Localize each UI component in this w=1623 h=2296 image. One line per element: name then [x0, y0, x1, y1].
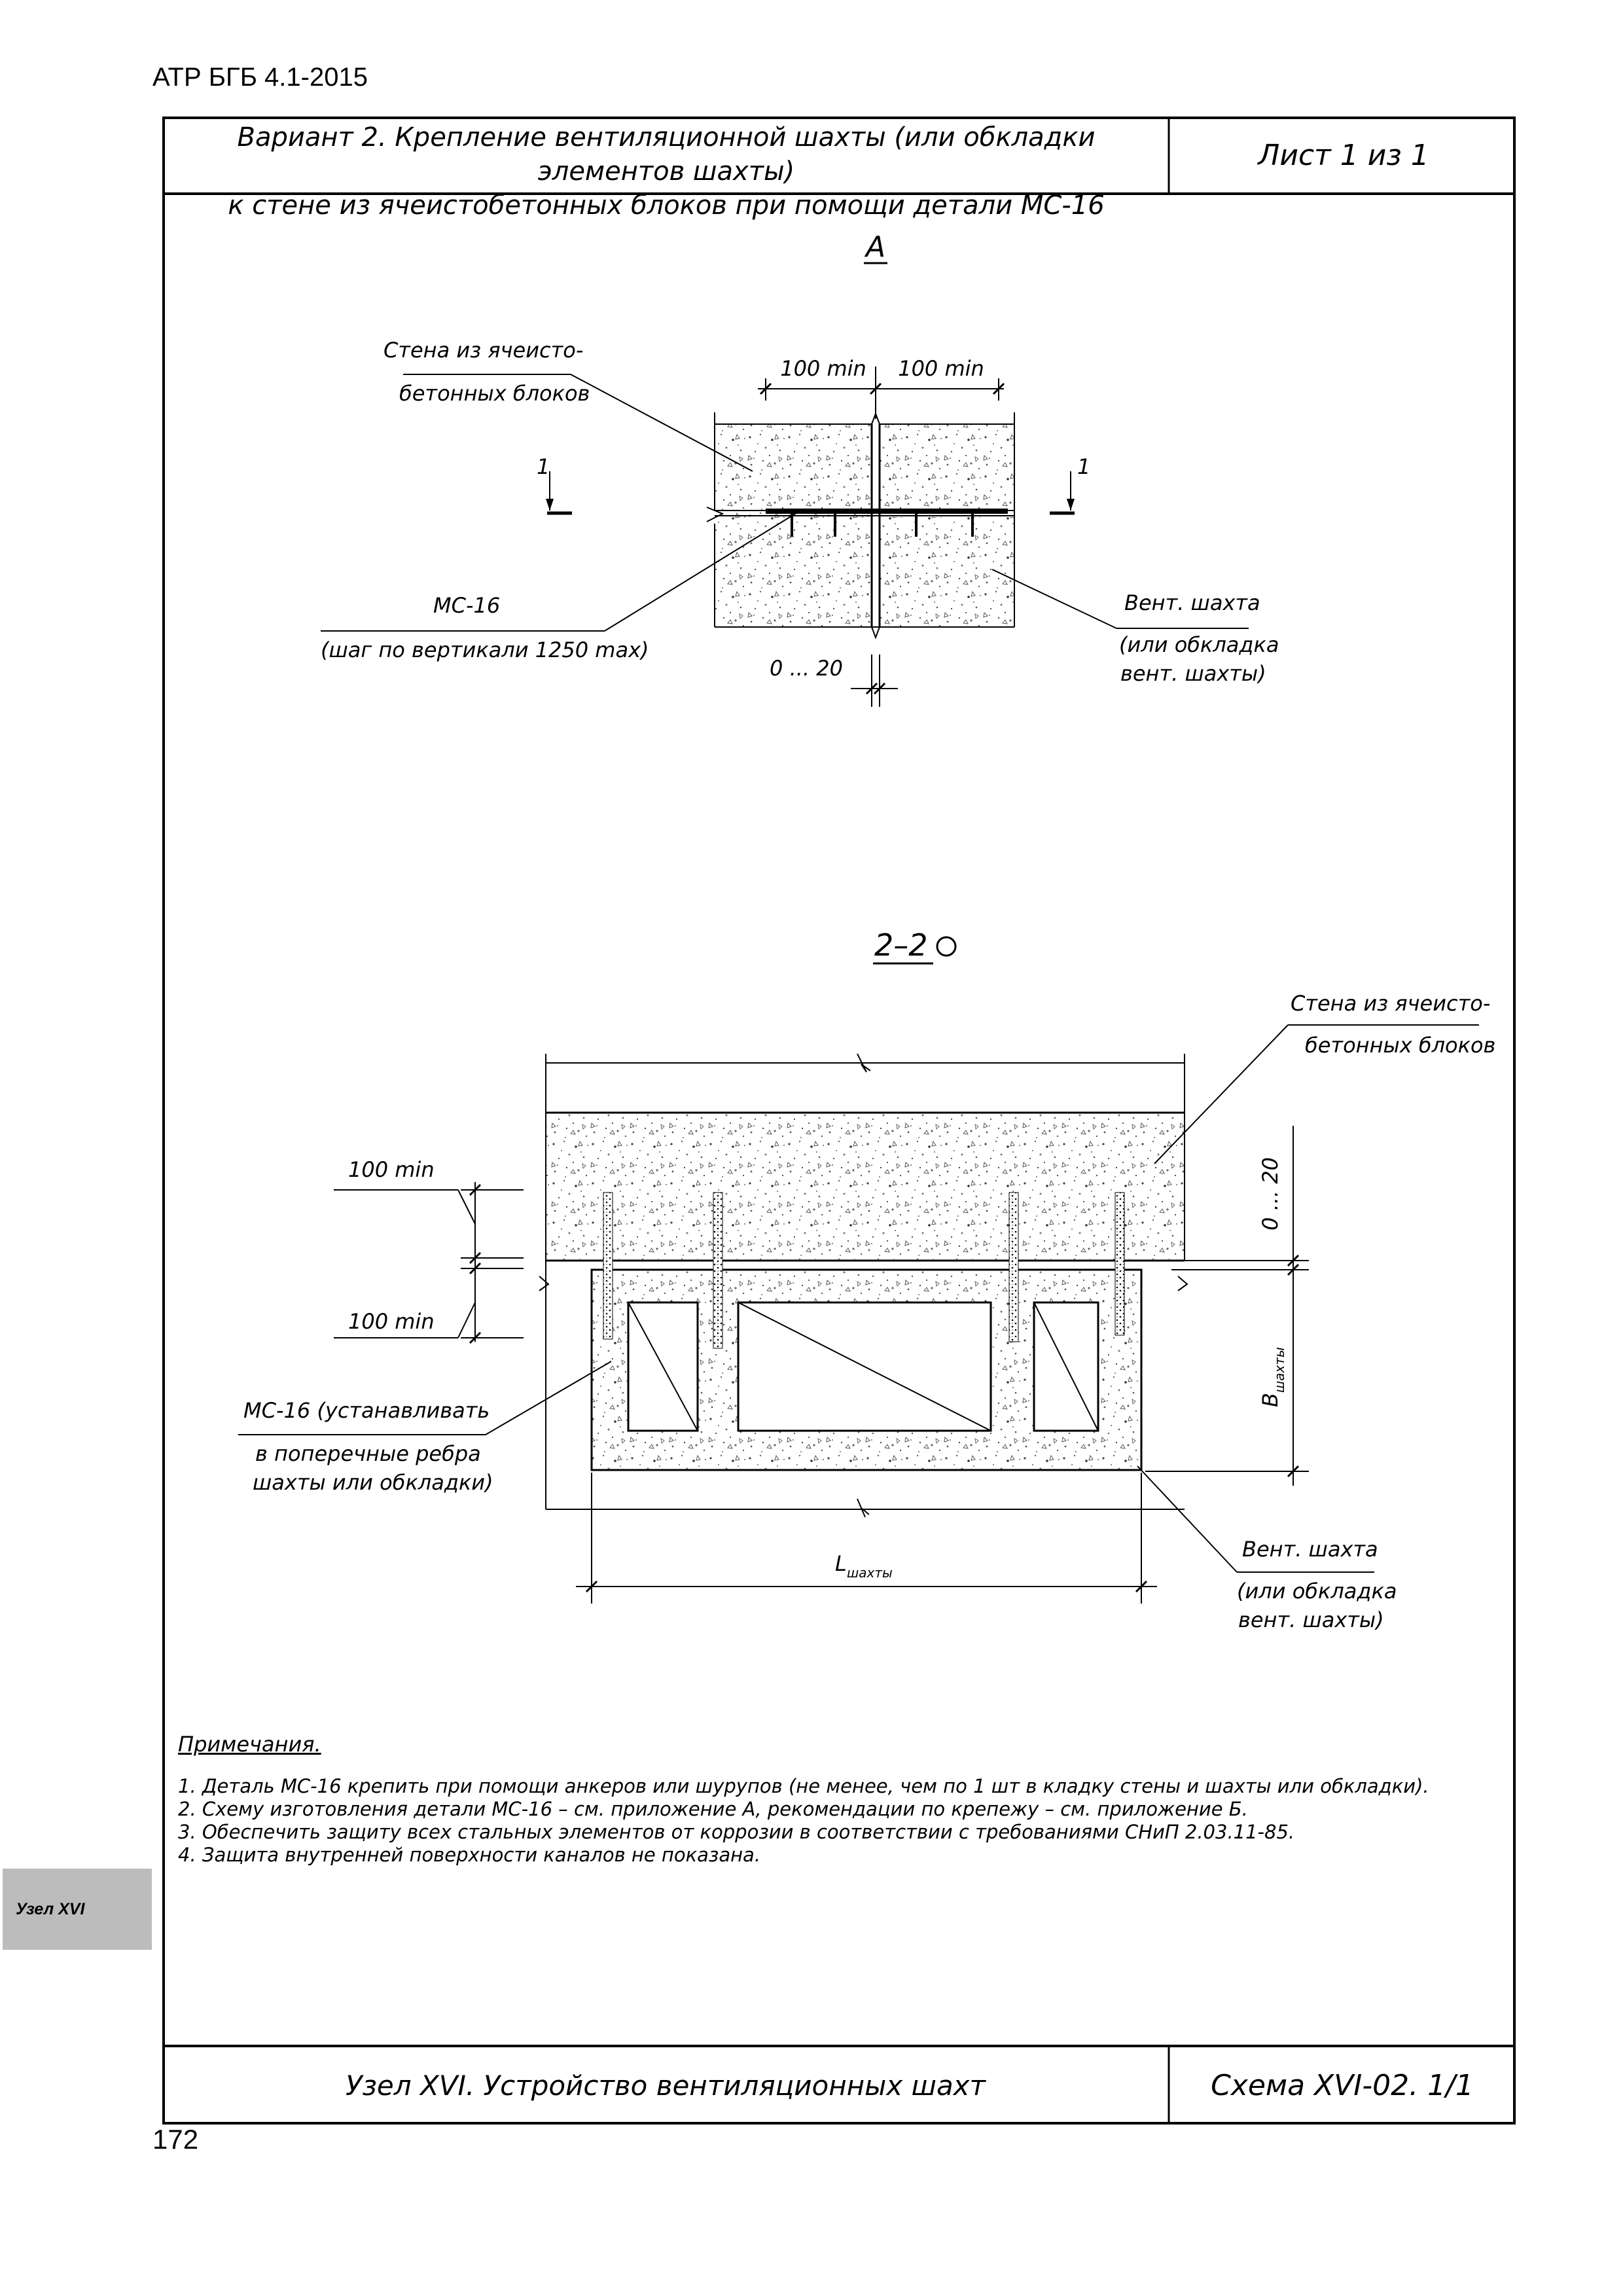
section-22-wall-label-1: Стена из ячеисто-	[1291, 991, 1491, 1016]
view-a-wall-label-1: Стена из ячеисто-	[383, 338, 584, 363]
section-22-dim-bottom: 100 min	[348, 1309, 435, 1334]
section-22-shaft-label-2: (или обкладка	[1237, 1579, 1397, 1604]
document-code: АТР БГБ 4.1-2015	[152, 63, 368, 92]
view-a-shaft-label-1: Вент. шахта	[1124, 590, 1260, 615]
note-item: 1. Деталь МС-16 крепить при помощи анкеров или шурупов (не менее, чем по 1 шт в кладку стены и шахты или обкладки).	[178, 1775, 1429, 1797]
note-item: 3. Обеспечить защиту всех стальных элементов от коррозии в соответствии с требованиями СНиП 2.03.11-85.	[178, 1821, 1295, 1843]
section-22-l-sub: шахты	[847, 1565, 893, 1581]
view-a-mc-label: МС-16	[433, 593, 501, 618]
view-a-plan	[707, 412, 1014, 637]
view-a-dimension-top	[758, 356, 1004, 419]
section-22-mc-label-3: шахты или обкладки)	[253, 1470, 493, 1495]
sheet-number: Лист 1 из 1	[1258, 138, 1429, 172]
view-a-gap-label: 0 ... 20	[770, 656, 843, 681]
side-tab: Узел XVI	[3, 1869, 152, 1950]
page-number: 172	[152, 2124, 199, 2155]
section-22-left-dims	[334, 1157, 524, 1343]
section-22-mc-label-2: в поперечные ребра	[255, 1441, 481, 1466]
view-a-dim-left: 100 min	[780, 356, 866, 381]
section-22-bottom-dim	[576, 1473, 1157, 1604]
section-22-title: 2–2	[874, 927, 928, 963]
note-item: 2. Схему изготовления детали МС-16 – см. приложение А, рекомендации по крепежу – см. приложение Б.	[178, 1798, 1248, 1820]
section-22-wall	[546, 1054, 1185, 1270]
note-item: 4. Защита внутренней поверхности каналов не показана.	[178, 1844, 761, 1866]
section-mark-left	[537, 454, 572, 513]
view-a-mc-note: (шаг по вертикали 1250 max)	[321, 637, 649, 662]
view-a-shaft-label-3: вент. шахты)	[1120, 661, 1266, 686]
notes-list	[178, 1775, 1429, 1867]
view-a-dim-right: 100 min	[898, 356, 984, 381]
section-mark-right	[1050, 454, 1090, 513]
footer-scheme: Схема XVI-02. 1/1	[1211, 2068, 1474, 2102]
view-a-shaft-label-2: (или обкладка	[1119, 632, 1279, 657]
view-a-title: А	[865, 230, 886, 264]
section-22-shaft-label-1: Вент. шахта	[1242, 1537, 1378, 1562]
footer-title: Узел XVI. Устройство вентиляционных шахт	[346, 2069, 986, 2102]
notes-title: Примечания.	[178, 1732, 321, 1757]
section-22-wall-label-2: бетонных блоков	[1305, 1033, 1496, 1058]
section-22-l-label: L	[835, 1551, 847, 1576]
section-22-gap-label: 0 ... 20	[1258, 1157, 1283, 1230]
section-22-dim-top: 100 min	[348, 1157, 435, 1182]
section-22-b-label: B	[1258, 1393, 1283, 1407]
view-a-gap-dimension	[770, 655, 898, 707]
section-22-mc-label-1: МС-16 (устанавливать	[243, 1398, 490, 1423]
title-line-2: к стене из ячеистобетонных блоков при помощи детали МС-16	[228, 190, 1105, 221]
section-mark-right-label: 1	[1077, 454, 1091, 479]
section-22-shaft-label-3: вент. шахты)	[1238, 1607, 1384, 1632]
title-line-1: Вариант 2. Крепление вентиляционной шахты (или обкладки элементов шахты)	[237, 122, 1096, 187]
section-22-b-sub: шахты	[1272, 1347, 1287, 1393]
view-a-wall-label-2: бетонных блоков	[399, 381, 590, 406]
section-mark-left-label: 1	[537, 454, 550, 479]
